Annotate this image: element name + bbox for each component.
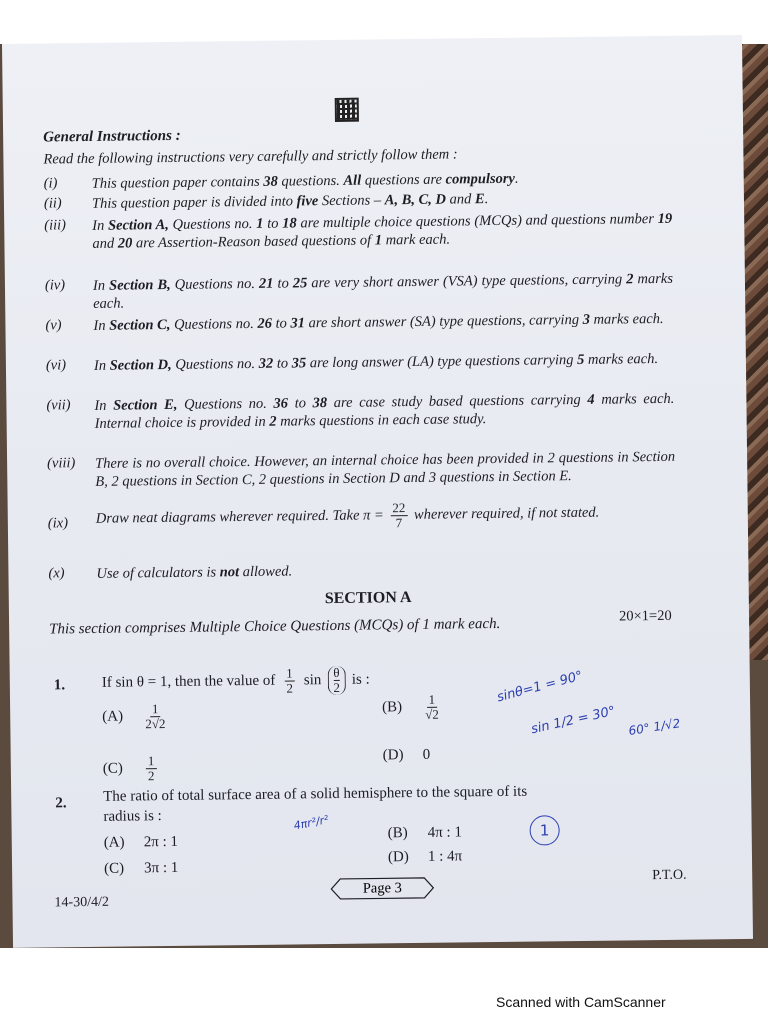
question-text: is : — [351, 671, 370, 688]
option-label: (B) — [382, 698, 403, 715]
instruction-number: (iii) — [44, 217, 67, 234]
instruction-number: (x) — [48, 565, 65, 582]
instruction-number: (ix) — [47, 515, 69, 532]
page-number-box — [330, 877, 434, 900]
fraction-numerator: 1 — [427, 692, 438, 707]
option-value: 4π : 1 — [427, 824, 463, 841]
page-number: Page 3 — [362, 879, 402, 897]
instruction-number: (i) — [43, 175, 58, 192]
instruction-text: In Section B, Questions no. 21 to 25 are very short answer (VSA) type questions, carrying 2 marks each. — [92, 270, 674, 312]
fraction-denominator: 2 — [286, 679, 294, 696]
fraction-numerator: 1 — [284, 666, 295, 681]
instruction-number: (viii) — [47, 455, 76, 472]
instruction-text: In Section A, Questions no. 1 to 18 are multiple choice questions (MCQs) and questions number 19 and 20 are Assertion-Reason based questions of 1 mark each. — [92, 210, 673, 252]
option-label: (A) — [102, 708, 124, 725]
option-value — [145, 702, 165, 731]
instruction-number: (iv) — [44, 277, 66, 294]
instruction-number: (ii) — [43, 195, 62, 212]
option-c — [103, 748, 160, 789]
paper-code: 14-30/4/2 — [54, 894, 110, 911]
section-marks: 20×1=20 — [618, 607, 672, 625]
option-d — [388, 848, 462, 866]
question-number: 1. — [53, 677, 66, 694]
fraction-denominator: 2 — [147, 767, 155, 783]
scanner-watermark: Scanned with CamScanner — [496, 994, 666, 1010]
option-value: 1 : 4π — [427, 848, 463, 865]
instruction-text: There is no overall choice. However, an internal choice has been provided in 2 questions in Section B, 2 questions in Section C, 2 questions in Section D and 3 questions in Section E. — [95, 448, 676, 490]
instruction-text: This question paper contains 38 questions. All questions are compulsory. — [91, 170, 519, 192]
instructions-intro: Read the following instructions very carefully and strictly follow them : — [43, 146, 458, 168]
instruction-number: (v) — [45, 317, 62, 334]
option-label: (C) — [103, 860, 125, 877]
instruction-text: In Section C, Questions no. 26 to 31 are short answer (SA) type questions, carrying 3 marks each. — [93, 310, 664, 334]
option-label: (A) — [103, 834, 125, 851]
question-2-line-2: radius is : — [103, 808, 162, 825]
exam-page — [2, 35, 753, 948]
option-a — [104, 834, 178, 852]
handwritten-note: 60° 1/√2 — [627, 716, 682, 738]
option-value: 2π : 1 — [143, 833, 179, 851]
handwritten-note: sin 1/2 = 30° — [529, 703, 617, 738]
fraction-denominator: 2 — [333, 679, 341, 695]
section-title: SECTION A — [324, 589, 412, 608]
option-d — [383, 743, 431, 768]
fraction-numerator: 1 — [150, 702, 161, 717]
question-text: If sin θ = 1, then the value of — [101, 672, 276, 691]
fraction-denominator: √2 — [425, 706, 439, 722]
sin-function: sin — [303, 671, 322, 688]
instruction-text: Use of calculators is not allowed. — [96, 563, 293, 582]
fraction-denominator: 2√2 — [145, 715, 166, 731]
option-c — [104, 860, 178, 878]
circled-answer: 1 — [529, 815, 559, 845]
handwritten-note: 4πr²/r² — [292, 813, 330, 833]
instruction-text: Draw neat diagrams wherever required. Take π = $\frac{22}{7}$ wherever required, if not stated. — [95, 500, 600, 531]
qr-code-icon — [337, 100, 357, 120]
option-a — [102, 696, 169, 737]
option-value — [146, 754, 157, 783]
instruction-text: In Section D, Questions no. 32 to 35 are long answer (LA) type questions carrying 5 marks each. — [93, 351, 659, 374]
option-value: 0 — [422, 746, 431, 763]
instruction-text: This question paper is divided into five Sections – A, B, C, D and E. — [91, 191, 489, 212]
instruction-number: (vii) — [46, 397, 71, 414]
fraction-numerator: 1 — [146, 754, 157, 769]
instruction-text: In Section E, Questions no. 36 to 38 are case study based questions carrying 4 marks each. Internal choice is provided in 2 marks questions in each case study. — [94, 390, 675, 432]
option-label: (C) — [102, 760, 123, 777]
option-label: (B) — [387, 825, 408, 842]
option-b — [382, 687, 442, 728]
question-number: 2. — [55, 795, 67, 812]
option-label: (D) — [382, 746, 404, 763]
option-label: (D) — [387, 849, 409, 866]
general-instructions-title: General Instructions : — [43, 127, 181, 146]
pto-label: P.T.O. — [652, 867, 687, 884]
section-description: This section comprises Multiple Choice Questions (MCQs) of 1 mark each. — [49, 615, 501, 638]
option-value: 3π : 1 — [143, 859, 179, 877]
option-b — [388, 824, 462, 842]
fraction-numerator: θ — [333, 664, 340, 680]
instruction-number: (vi) — [45, 357, 67, 374]
fraction — [284, 666, 295, 695]
option-value — [425, 692, 439, 721]
theta-fraction — [327, 665, 346, 694]
handwritten-note: sinθ=1 = 90° — [495, 668, 585, 706]
question-2-line-1: The ratio of total surface area of a solid hemisphere to the square of its — [103, 783, 528, 805]
